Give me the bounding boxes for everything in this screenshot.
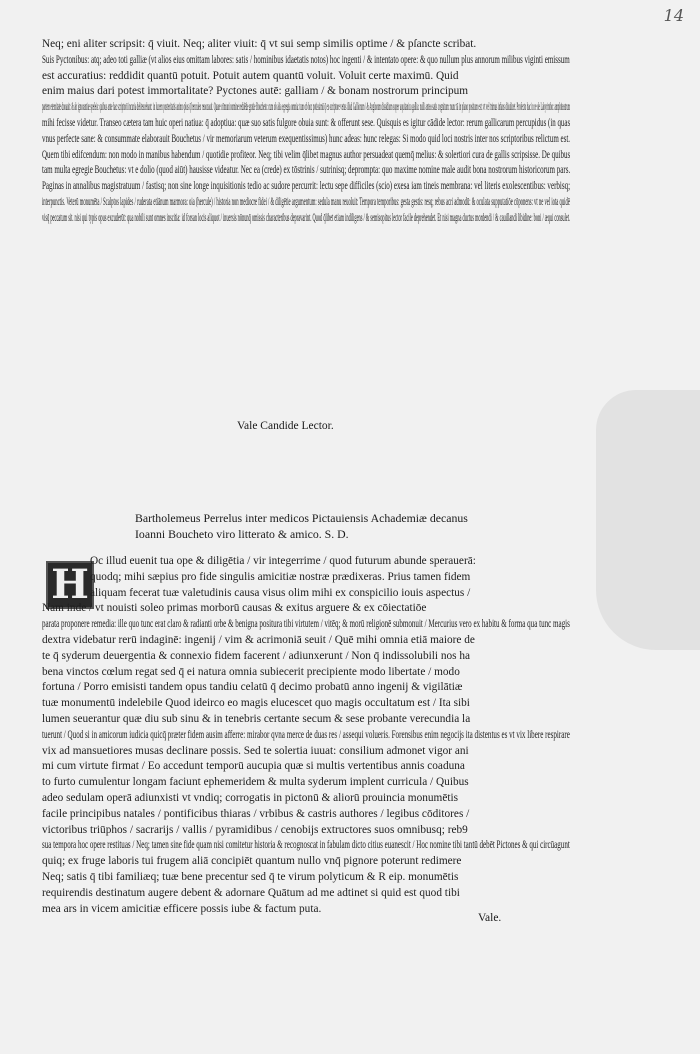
folio-number: 14 [663, 6, 684, 25]
text-line: Suis Pyctonibus: atq; adeo toti galliæ (vt alios eius omittam labores: satis / hominibus idaetatis notos) hoc ingenti / & intentato opere: & quo nullum plus annorum milibus viginti emissum [42, 53, 570, 66]
text-line: enim maius dari potest immortalitate? Pyctones autē: galliam / & bonam nostrorum principum [42, 85, 469, 98]
text-line: Neq; satis q̄ tibi familiæq; tuæ bene precentur sed q̄ te virum polyticum & R eip. monumētis [42, 870, 459, 883]
text-line: Paginas in annalibus magistratuum / fastisq; non sine longe inquisitionis tedio ac sudore percurrit: lectu sepe difficiles (scio) exesa iam tineis membrana: vel literis exolescentibus: verbisq; [42, 180, 570, 193]
text-line: quodq; mihi sæpius pro fide singulis amicitiæ nostræ prædixeras. Prius tamen fidem [90, 570, 471, 583]
text-line: quiq; ex fruge laboris tui frugem aliā concipiēt quantum nullo vnq̄ pignore poterunt redimere [42, 855, 462, 868]
text-line: lumen seuerantur quæ diu sub sinu & in tenebris certante secum & sese probante verecundia la [42, 712, 471, 725]
text-line: requirendis destinatum augere debent & adornare Quātum ad me adtinet si quid est quod tibi [42, 886, 460, 899]
text-line: Quem tibi edifcendum: non modo in manibus habendum / quotidie profiteor. Neq; tibi velim q̄libet magnus author persuadeat quemq̄ melius: & solertiori cura de gallis scripsisse. De quibus [42, 148, 570, 161]
text-line: Oc illud euenit tua ope & diligētia / vir integerrime / quod futurum abunde sperauerā: [90, 555, 476, 567]
text-line: tam multa egregie Bouchetus: vt e dolio (quod aiūt) hausisse videatur. Nec ea (crede) ex tōstrinis / sutrinisq; deprompta: quo maxime nomine male audit bona nostrorum historicorum pars. [42, 164, 570, 177]
text-line: Neq; eni aliter scripsit: q̄ viuit. Neq; aliter viuit: q̄ vt sui semp similis optime / & pſancte scribat. [42, 38, 477, 50]
text-line: victoribus triūphos / sacrarijs / vallis / pyramidibus / cenobijs extructores suos omnibusq; reb9 [42, 823, 468, 836]
text-line: interpunctis. Veterū monumēta / Scalptos lapides / ruderata etiānum marmora: oia (hercule) / historia non mediocre fidei / & diligētie argumentum: sedula manu reuoluit: Tempora temporibus: gesta gestis: resq; rebus acri admodū: & oculata supputatiōe cōponens: vt ne vel iota quidē [42, 195, 570, 208]
text-line: bena vinctos cœlum regat sed q̄ ei natura omnia subiecerit precipiente modo libertate / modo [42, 665, 460, 678]
text-line: tuæ monumentū indelebile Quod ideirco eo magis elucescet quo magis occultatum est / Ita sibi [42, 697, 470, 710]
heading-line-sender: Bartholemeus Perrelus inter medicos Pictauiensis Achademiæ decanus [135, 511, 468, 525]
text-line: vnus perfecte sane: & consummate elaborauit Bouchetus / vir memoriarum veterum exequentissimus) hunc adeas: hunc relegas: Si modo quid loci nostris inter nos scriptoribus relictum est. [42, 132, 570, 145]
text-line: mea ars in vicem amicitiæ efficere possis iube & factum puta. [42, 902, 322, 915]
text-line: est accuratius: reddidit quantū potuit. Potuit autem quantū voluit. Voluit certe maximū. Quid [42, 69, 459, 82]
text-line: mi cum virtute firmat / Eo accedunt temporū aucupia quæ si multis vertentibus annis coaduna [42, 760, 465, 773]
text-line: to furto cumulentur longam faciunt ephemeridem & multa syderum implent curricula / Quibus [42, 776, 469, 789]
heading-line-recipient: Ioanni Boucheto viro litterato & amico. S. D. [135, 527, 349, 541]
text-line: Nam inde / vt nouisti soleo primas morborū causas & exitus arguere & ex cōiectatiōe [42, 602, 427, 615]
preface-text [42, 37, 570, 227]
text-line: sua tempora hoc opere restituas / Neq; tamen sine fide quam nisi comitetur historia & recognoscat in fabulam dicto citius euanescit / Hoc nomine tibi tantū debēt Pictones & qui circūagunt [42, 839, 570, 852]
preface-signature: Vale Candide Lector. [237, 420, 334, 432]
text-line: vix ad mansuetiores musas declinare possis. Sed te solertia iuuat: consilium admonet vigor ani [42, 744, 469, 757]
text-line: fortuna / Porro emisisti tandem opus tandiu celatū q̄ decimo probatū anno ingenij & vigilātiæ [42, 681, 463, 694]
letter-closing: Vale. [478, 912, 502, 924]
letter-heading [135, 510, 575, 542]
text-line: mihi fecisse videtur. Transeo cætera tam huic operi natiua: q̄ adoptiua: quæ suo satis fulgore obuia sunt: & offerunt sese. Quisquis es igitur cādide lector: rerum gallicarum percupidus (in quas [42, 116, 570, 129]
text-line: adeo sedulam operā adiunxisti vt vndiq; corrogatis in pictonū & aliorū prouincia monumētis [42, 791, 459, 804]
text-line: tuerunt / Quod si in amicorum iudicia quicq̄ præter fidem ausim afferre: mirabor qvna merce de duas res / assequi volueris. Forensibus enim negocijs ita distentus es vt vix libere respirare [42, 728, 570, 741]
text-line: dextra videbatur rerū indaginē: ingenij / vim & acrimoniā seuit / Quē mihi omnia etiā maiore de [42, 633, 475, 646]
text-line: partem eternitate donauit: & ab ignorantiæ speleis: quibus ante hac scriptorū incuria delitescebant: in lucem posteritatis animo plus q̄ herculeo reuocauit. Quare cōmuni nomine reddēde gratie Boucheto: cum ob alia egregia omnia: tum ob hoc potissimū q̄ eo scriptore vetus illud Galliorum / & Anglorum dissidium super aquitanica gallia: nulli antea satis cognitum: nunc tā in plano positum est: vt vel trimus infans diiudicet. Profecto hac in re de Labyrintho: amphiteatrum [42, 101, 570, 114]
text-line: te q̄ syderum deuergentia & connexio fidem facerent / adiunxerunt / Non q̄ indissolubili nos ha [42, 649, 471, 662]
paper-stain [596, 390, 700, 650]
text-line: visq̄ peccatum sit. nisi qui typis opus excuderūt: qua nobili sunt omnes inscitia: id forsan locis aliquot / inuersis nōnunq̄ omissis characteribus depravarint. Quod q̄libet etiam indiligens / & semisopitus lector facile deprehendet. Et nisi magna ductus mordendi / & cauillandi libidine: boni / æqui consulet. [42, 211, 570, 224]
text-line: facile principibus natales / pontificibus thiaras / vrbibus & castris authores / legibus cōditores / [42, 807, 470, 820]
letter-text [42, 554, 570, 917]
decorated-initial: H [46, 561, 94, 609]
text-line: parata proponere remedia: ille quo tunc erat claro & radianti orbe & benigna positura tibi virtutem / vitēq; & morū religionē submonuit / Mercurius vero ex habitu & forma qua tunc magis [42, 618, 570, 631]
text-line: aliquam fecerat tuæ valetudinis causa visus olim mihi ex conspicilio iouis aspectus / [90, 586, 471, 599]
